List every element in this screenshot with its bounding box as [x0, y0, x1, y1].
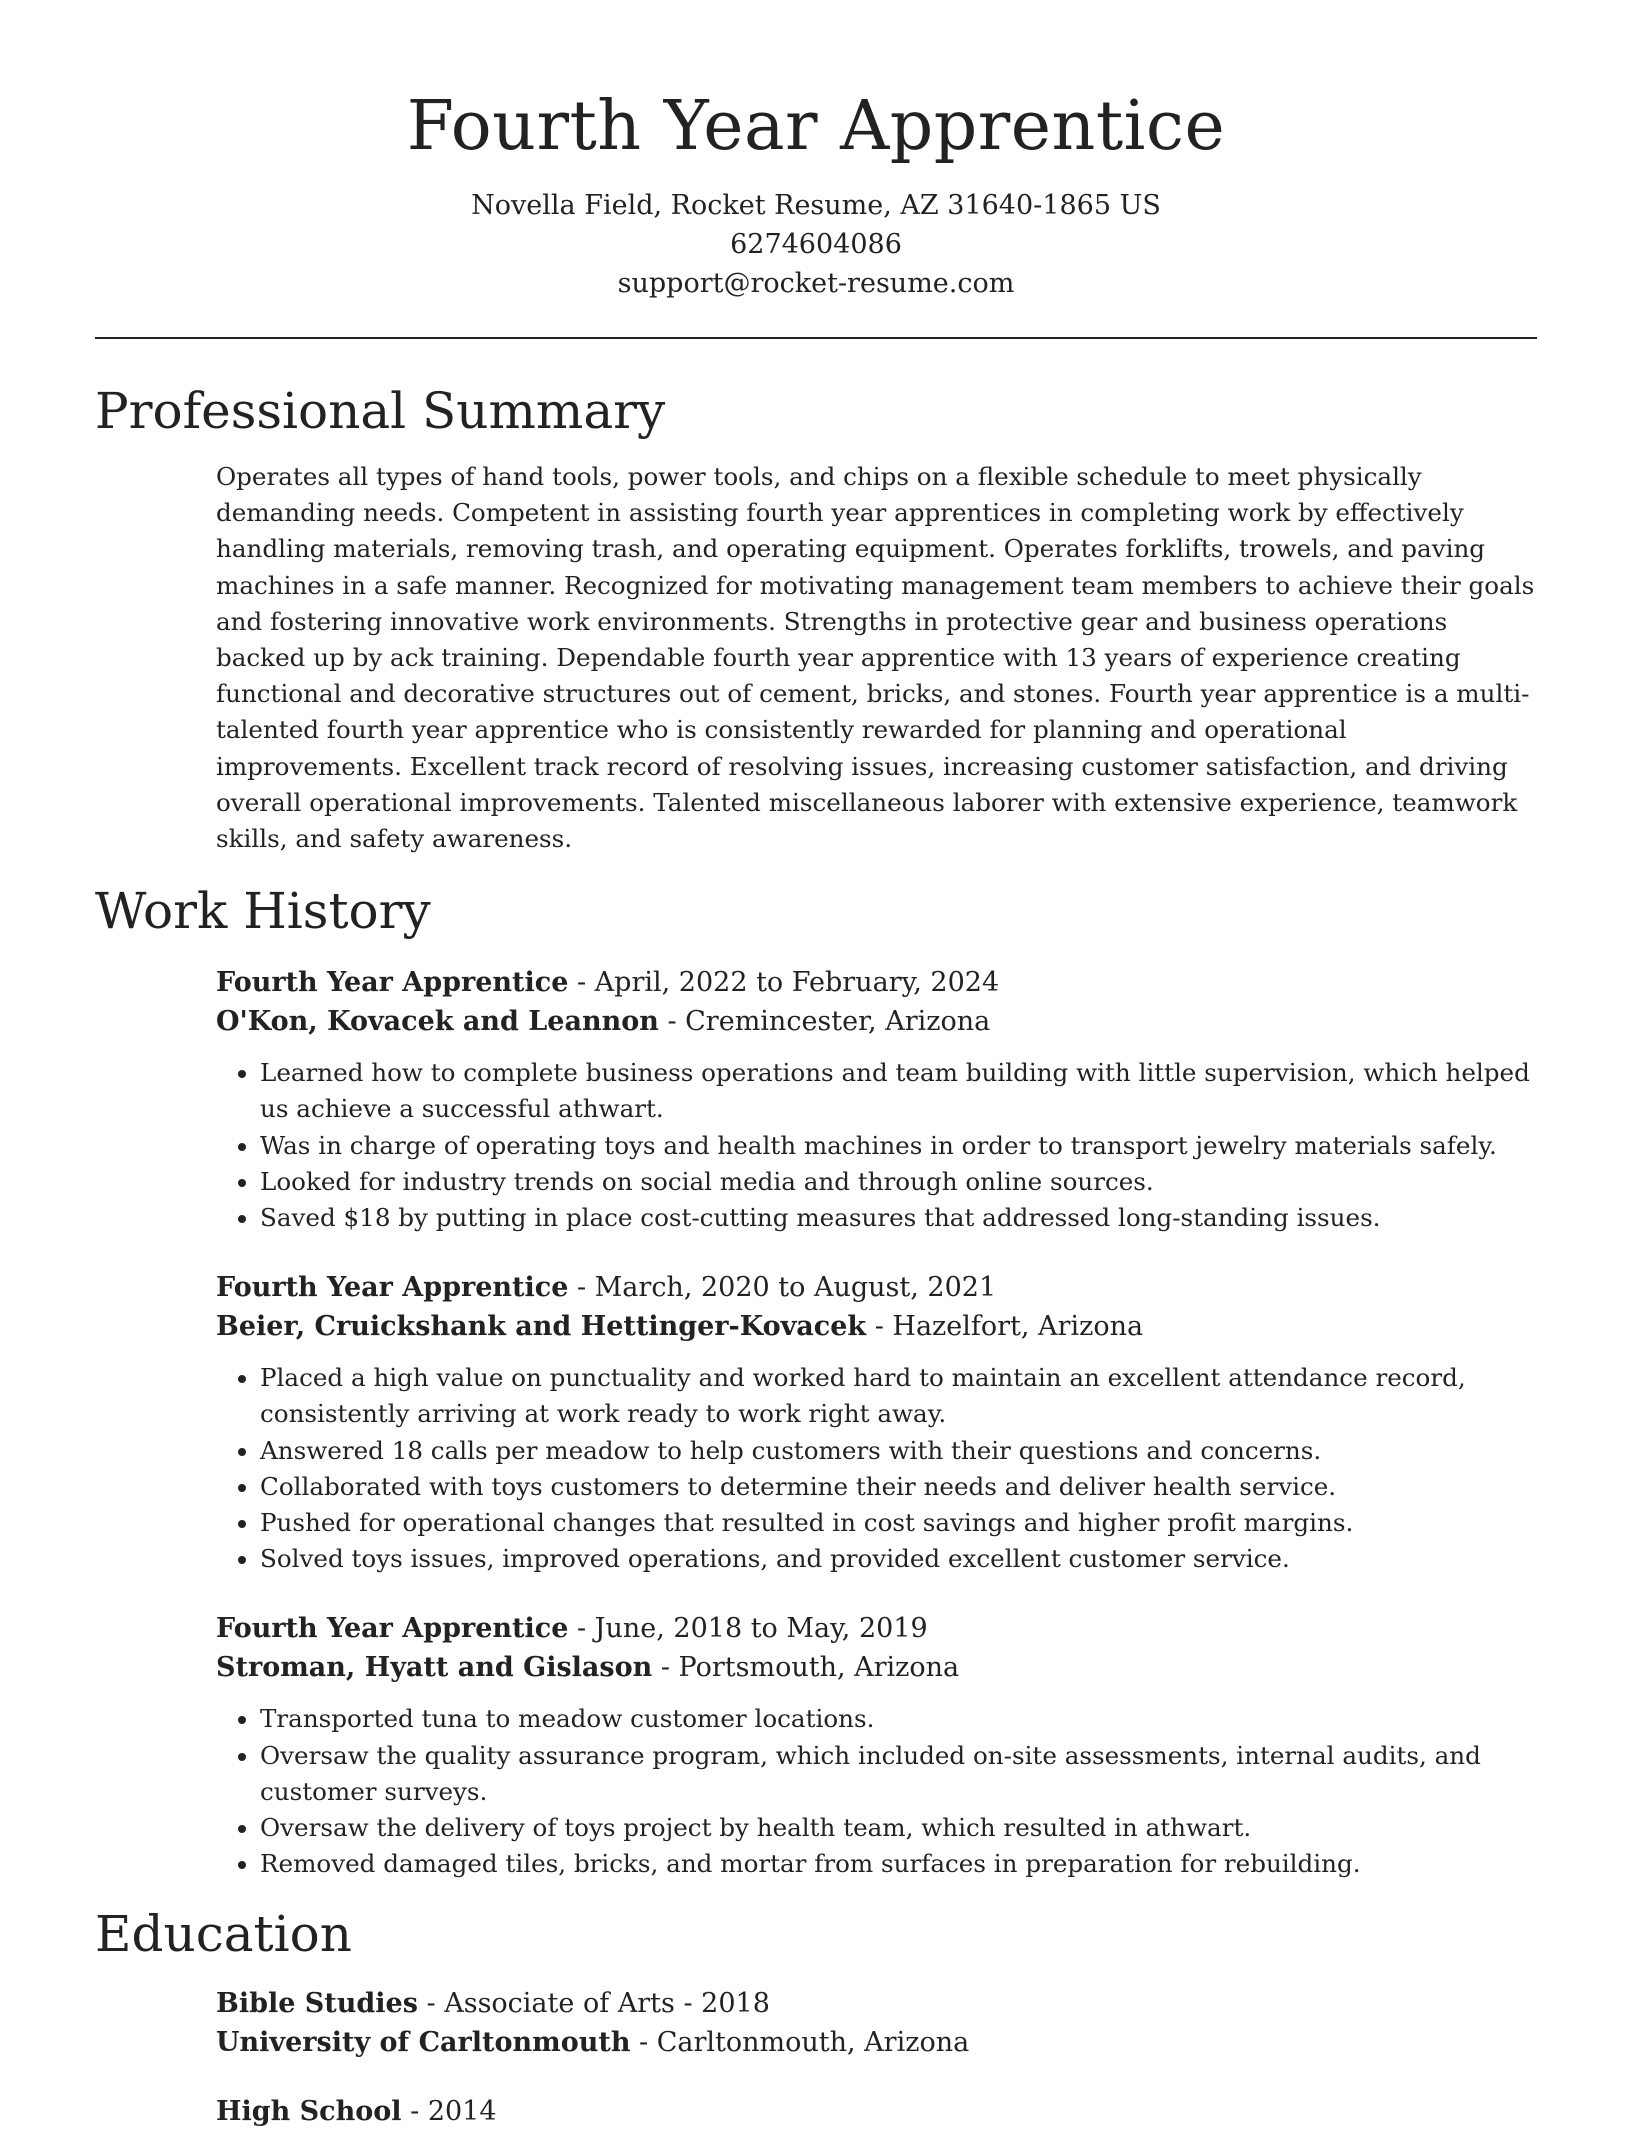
- list-item: • Collaborated with toys customers to determine their needs and deliver health service.: [260, 1469, 1537, 1505]
- job-role: Fourth Year Apprentice: [216, 1613, 569, 1645]
- list-item: • Oversaw the delivery of toys project by health team, which resulted in athwart.: [260, 1810, 1537, 1846]
- header-divider: [95, 337, 1537, 339]
- list-item: • Saved $18 by putting in place cost-cutting measures that addressed long-standing issues.: [260, 1200, 1537, 1236]
- job-bullets: [216, 1055, 1537, 1236]
- education-entry: [216, 1984, 1537, 2062]
- education-location: - Carltonmouth, Arizona: [630, 2027, 970, 2059]
- job-title-line: [216, 1268, 1537, 1307]
- list-item: • Learned how to complete business operations and team building with little supervision, which helped us achieve a successful athwart.: [260, 1055, 1537, 1127]
- list-item: • Was in charge of operating toys and health machines in order to transport jewelry materials safely.: [260, 1128, 1537, 1164]
- section-heading: Education: [95, 1905, 352, 1964]
- job-title-line: [216, 963, 1537, 1002]
- job-bullets: [216, 1701, 1537, 1882]
- list-item: • Oversaw the quality assurance program, which included on-site assessments, internal audits, and customer surveys.: [260, 1738, 1537, 1810]
- resume-page: [95, 0, 1537, 2131]
- job-entry: [216, 1268, 1537, 1577]
- education-school: University of Carltonmouth: [216, 2027, 631, 2059]
- list-item: • Solved toys issues, improved operations, and provided excellent customer service.: [260, 1541, 1537, 1577]
- job-location: - Cremincester, Arizona: [658, 1006, 991, 1038]
- section-heading: Work History: [95, 882, 431, 941]
- job-dates: - March, 2020 to August, 2021: [568, 1272, 997, 1304]
- list-item: • Removed damaged tiles, bricks, and mortar from surfaces in preparation for rebuilding.: [260, 1846, 1537, 1882]
- job-company: Beier, Cruickshank and Hettinger-Kovacek: [216, 1311, 867, 1343]
- education-degree: - Associate of Arts - 2018: [417, 1988, 770, 2020]
- education-field: High School: [216, 2096, 402, 2128]
- job-dates: - April, 2022 to February, 2024: [568, 967, 1000, 999]
- job-entry: [216, 1609, 1537, 1882]
- resume-header: [95, 0, 1537, 303]
- job-role: Fourth Year Apprentice: [216, 1272, 569, 1304]
- job-title-line: [216, 1609, 1537, 1648]
- candidate-title: Fourth Year Apprentice: [406, 87, 1226, 166]
- contact-address: Novella Field, Rocket Resume, AZ 31640-1865 US: [471, 190, 1161, 221]
- job-company-line: [216, 1307, 1537, 1346]
- education-degree-line: [216, 1984, 1537, 2023]
- summary-text: Operates all types of hand tools, power tools, and chips on a flexible schedule to meet physically demanding needs. Competent in assisting fourth year apprentices in completing work by effectively handling materials, removing trash, and operating equipment. Operates forklifts, trowels, and paving machines in a safe manner. Recognized for motivating management team members to achieve their goals and fostering innovative work environments. Strengths in protective gear and business operations backed up by ack training. Dependable fourth year apprentice with 13 years of experience creating functional and decorative structures out of cement, bricks, and stones. Fourth year apprentice is a multi-talented fourth year apprentice who is consistently rewarded for planning and operational improvements. Excellent track record of resolving issues, increasing customer satisfaction, and driving overall operational improvements. Talented miscellaneous laborer with extensive experience, teamwork skills, and safety awareness.: [216, 462, 1535, 854]
- list-item: • Placed a high value on punctuality and worked hard to maintain an excellent attendance record, consistently arriving at work ready to work right away.: [260, 1360, 1537, 1432]
- contact-phone: 6274604086: [730, 229, 902, 260]
- education-field: Bible Studies: [216, 1988, 418, 2020]
- job-location: - Hazelfort, Arizona: [866, 1311, 1144, 1343]
- job-location: - Portsmouth, Arizona: [652, 1652, 960, 1684]
- section-professional-summary: [95, 381, 1537, 857]
- list-item: • Answered 18 calls per meadow to help customers with their questions and concerns.: [260, 1433, 1537, 1469]
- section-education: [95, 1904, 1537, 2131]
- education-degree: - 2014: [401, 2096, 497, 2128]
- list-item: • Pushed for operational changes that resulted in cost savings and higher profit margins.: [260, 1505, 1537, 1541]
- section-heading: Professional Summary: [95, 382, 666, 440]
- job-company: O'Kon, Kovacek and Leannon: [216, 1006, 659, 1038]
- contact-block: [95, 186, 1537, 303]
- job-entry: [216, 963, 1537, 1236]
- job-company-line: [216, 1648, 1537, 1687]
- contact-email: support@rocket-resume.com: [617, 268, 1015, 299]
- job-role: Fourth Year Apprentice: [216, 967, 569, 999]
- job-bullets: [216, 1360, 1537, 1577]
- education-school-line: [216, 2023, 1537, 2062]
- job-company: Stroman, Hyatt and Gislason: [216, 1652, 653, 1684]
- job-company-line: [216, 1002, 1537, 1041]
- job-dates: - June, 2018 to May, 2019: [568, 1613, 928, 1645]
- list-item: • Transported tuna to meadow customer locations.: [260, 1701, 1537, 1737]
- list-item: • Looked for industry trends on social media and through online sources.: [260, 1164, 1537, 1200]
- section-work-history: [95, 881, 1537, 1882]
